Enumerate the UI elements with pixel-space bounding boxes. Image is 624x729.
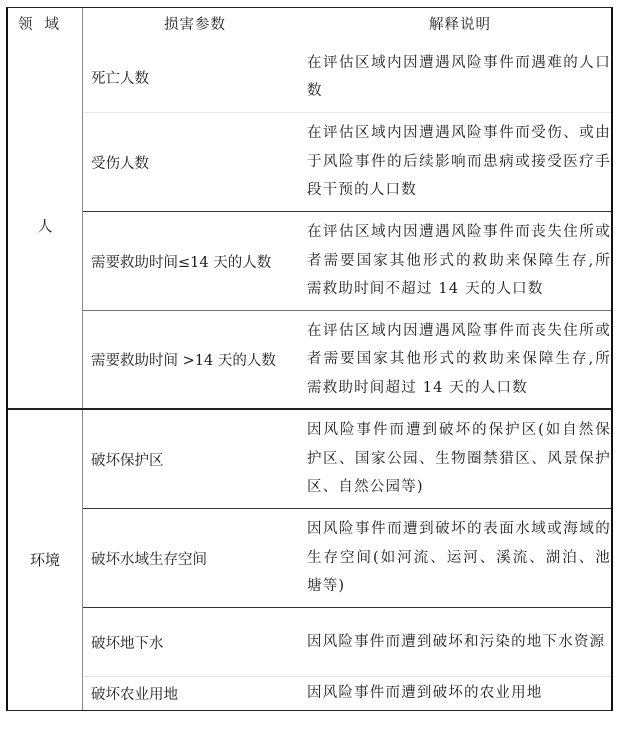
parameter-cell: 破坏地下水 [91, 635, 164, 652]
explanation-cell: 在评估区域内因遭遇风险事件而受伤、或由于风险事件的后续影响而患病或接受医疗手段干预的人口数 [307, 125, 611, 199]
table-row [83, 212, 611, 310]
parameter-cell: 破坏水域生存空间 [91, 551, 207, 568]
parameter-cell: 需要救助时间 >14 天的人数 [91, 353, 276, 369]
explanation-cell: 因风险事件而遭到破坏的农业用地 [307, 685, 543, 702]
table-row [83, 311, 611, 408]
explanation-cell: 因风险事件而遭到破坏的保护区(如自然保护区、国家公园、生物圈禁猎区、风景保护区、自然公园等) [307, 422, 611, 496]
explanation-cell: 在评估区域内因遭遇风险事件而丧失住所或者需要国家其他形式的救助来保障生存,所需救助时间不超过 14 天的人口数 [307, 224, 611, 298]
parameter-cell: 破坏农业用地 [91, 687, 178, 703]
parameter-cell: 受伤人数 [91, 155, 149, 172]
header-parameter: 损害参数 [164, 17, 226, 33]
parameter-cell: 需要救助时间≤14 天的人数 [91, 254, 272, 271]
parameter-cell: 破坏保护区 [91, 452, 164, 469]
explanation-cell: 在评估区域内因遭遇风险事件而丧失住所或者需要国家其他形式的救助来保障生存,所需救助时间超过 14 天的人口数 [307, 322, 611, 396]
domain-label-people: 人 [37, 217, 53, 235]
explanation-cell: 在评估区域内因遭遇风险事件而遇难的人口数 [307, 54, 611, 99]
header-explanation: 解释说明 [429, 17, 491, 33]
domain-label-environment: 环境 [29, 551, 60, 569]
table-row [83, 677, 611, 710]
explanation-cell: 因风险事件而遭到破坏和污染的地下水资源 [307, 633, 606, 650]
table-row [83, 509, 611, 607]
table-row [83, 608, 611, 676]
explanation-cell: 因风险事件而遭到破坏的表面水域或海域的生存空间(如河流、运河、溪流、湖泊、池塘等) [307, 521, 611, 595]
damage-parameters-table [6, 7, 613, 711]
parameter-cell: 死亡人数 [91, 70, 149, 87]
table-row [83, 113, 611, 211]
table-row [83, 42, 611, 112]
table-row [83, 410, 611, 508]
header-domain: 领域 [18, 17, 71, 33]
